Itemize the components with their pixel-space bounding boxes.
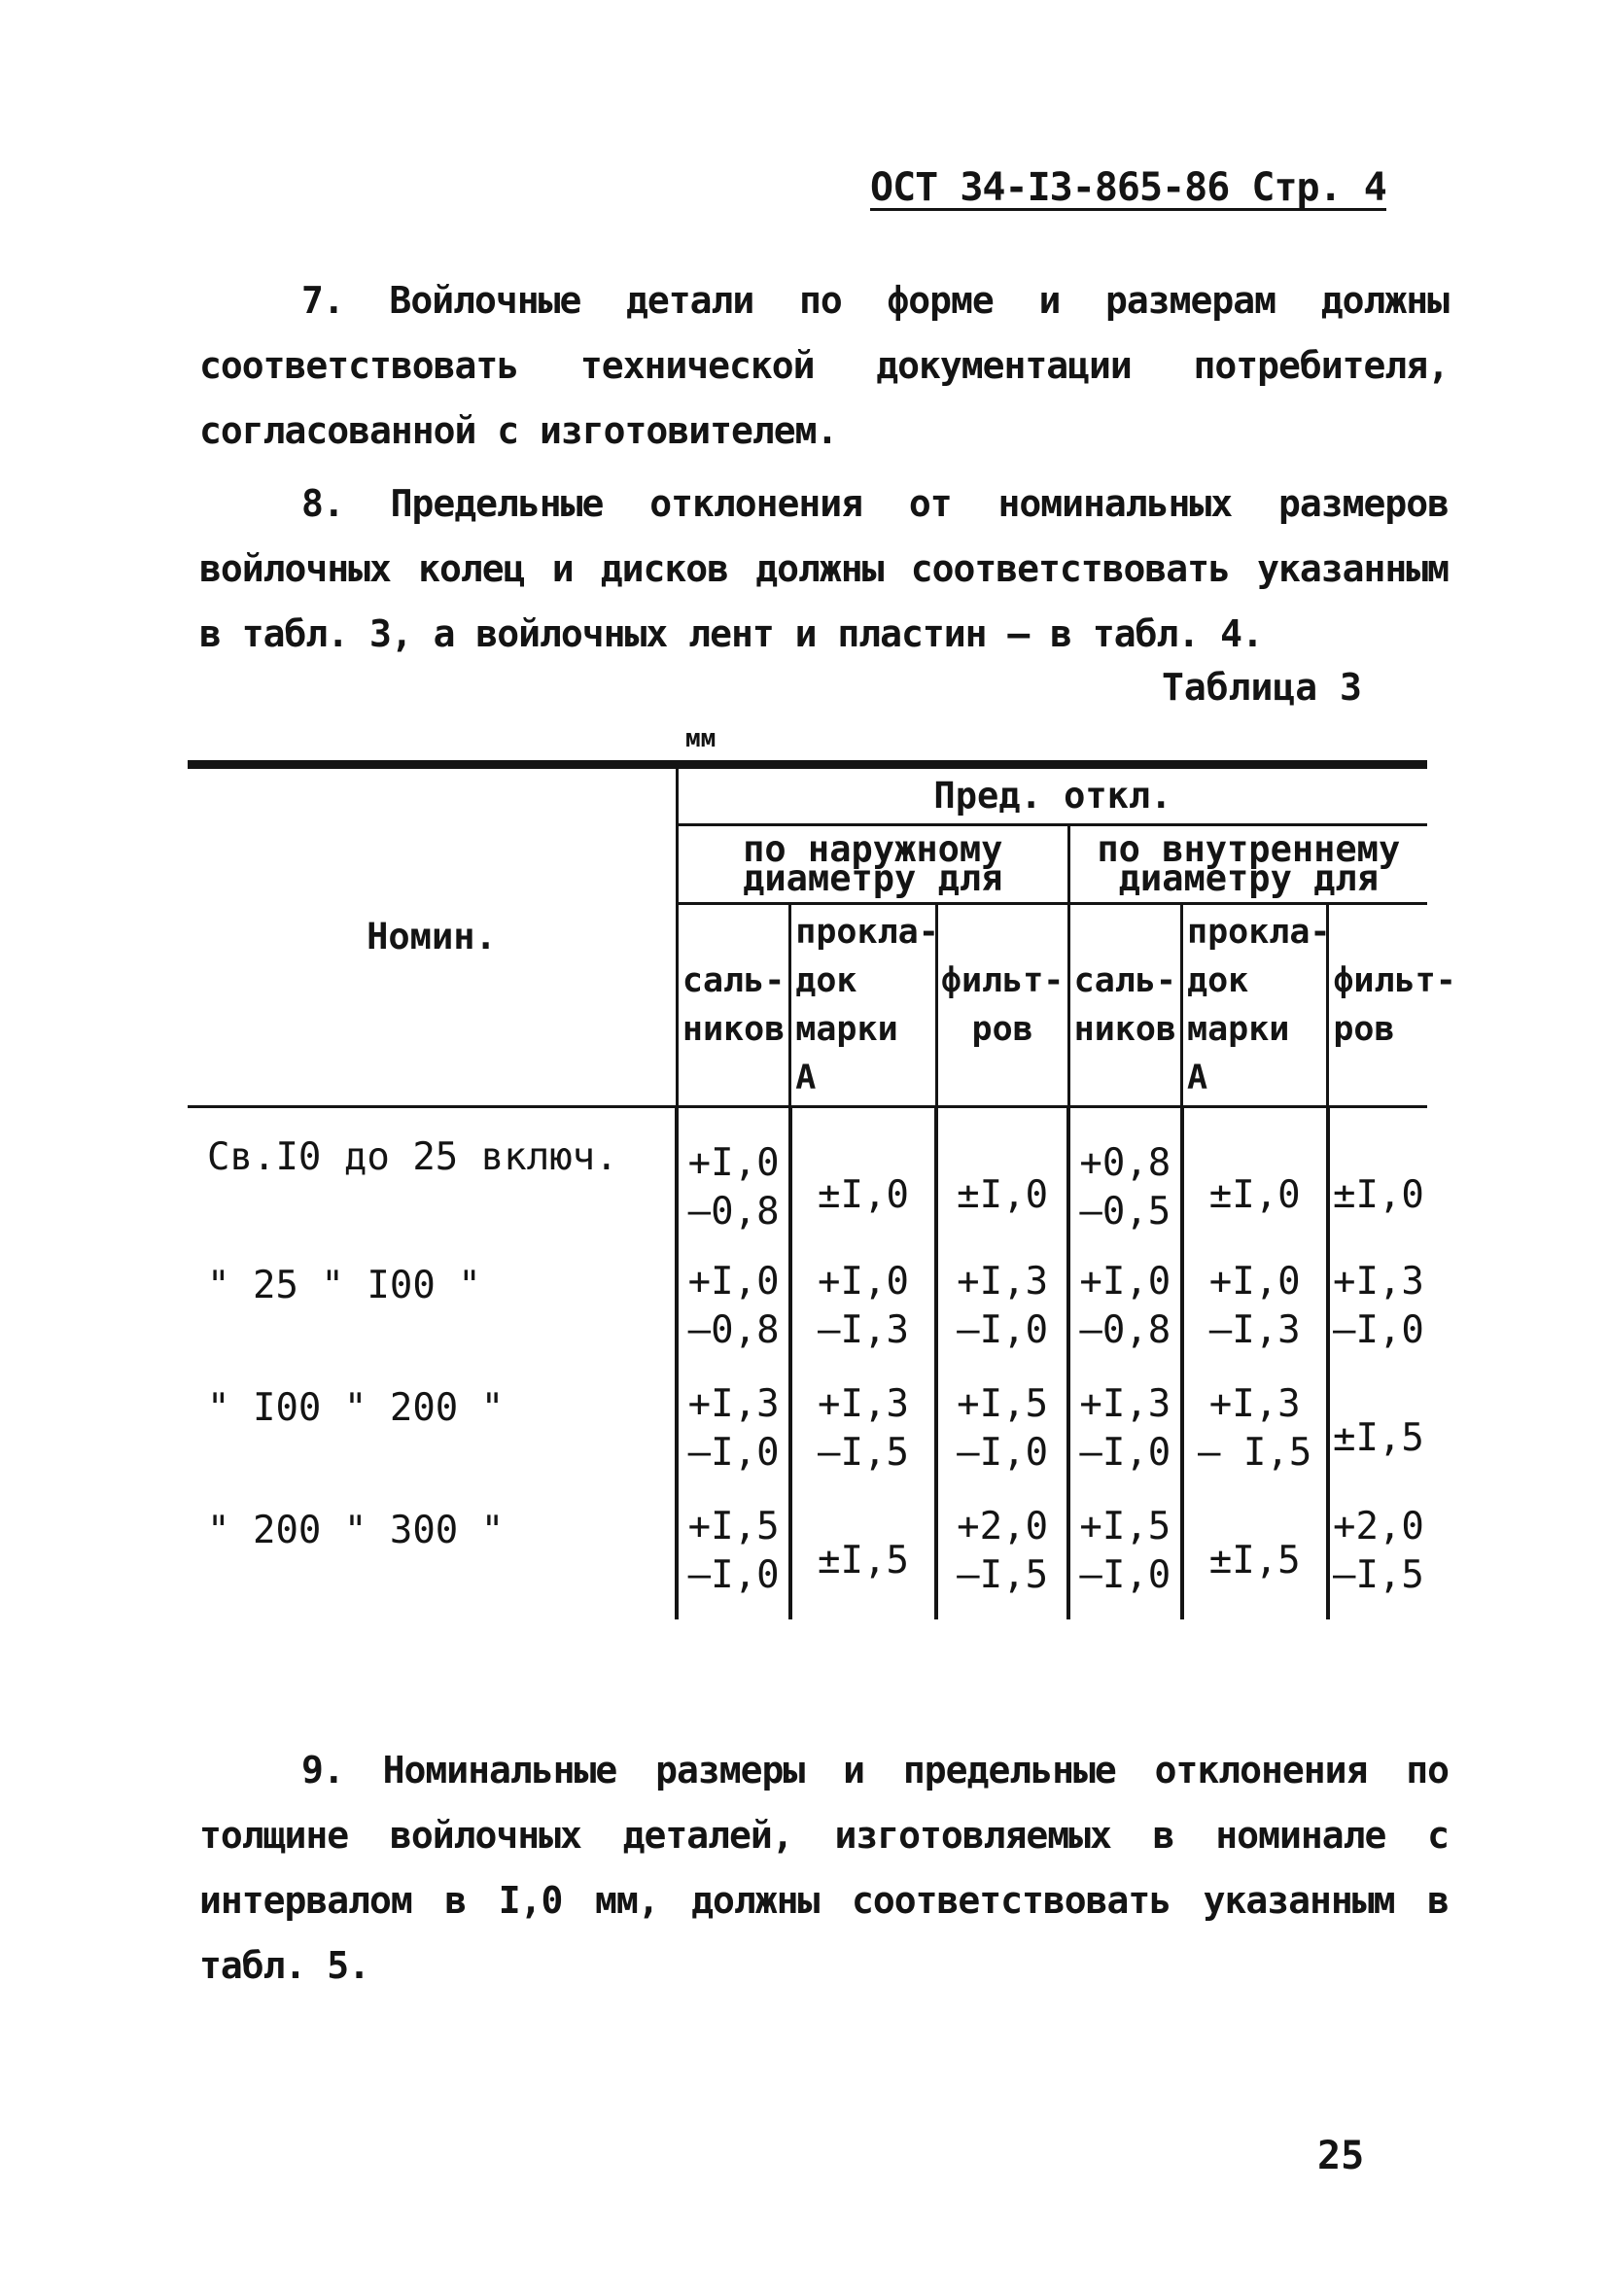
deviation-values (938, 1258, 1066, 1355)
header-outer-filters (936, 904, 1068, 1107)
deviation-values (1330, 1414, 1427, 1463)
deviation-value: +I,3 (957, 1260, 1049, 1304)
deviation-value: –I,0 (1332, 1308, 1424, 1352)
header-line: фильт- (940, 961, 1065, 1000)
deviation-value: –0,8 (687, 1190, 780, 1234)
header-line: саль- (682, 961, 786, 1000)
deviation-values (1070, 1139, 1179, 1236)
header-line: док (1187, 961, 1249, 1000)
deviation-value: –I,0 (687, 1553, 780, 1597)
header-line: марки (1187, 1010, 1290, 1049)
header-outer-diameter: по наружному диаметру для (677, 825, 1068, 904)
table-unit: мм (685, 724, 717, 753)
deviation-value: –I,3 (818, 1308, 909, 1352)
deviation-value: ±I,0 (1208, 1173, 1301, 1217)
deviation-value: –I,0 (957, 1308, 1049, 1352)
header-multiline (1187, 908, 1331, 1102)
deviation-values (792, 1380, 934, 1478)
table-row (188, 1497, 1427, 1619)
deviation-cell-outer-salnikov (677, 1107, 789, 1253)
deviation-cell-outer-filtrov (936, 1107, 1068, 1253)
deviation-value: –0,5 (1079, 1190, 1171, 1234)
header-multiline (795, 908, 939, 1102)
deviation-cell-inner-salnikov (1068, 1252, 1181, 1374)
deviation-value: –I,0 (957, 1431, 1049, 1475)
deviation-value: +I,3 (1208, 1382, 1301, 1426)
deviation-cell-outer-filtrov (936, 1374, 1068, 1497)
header-line: прокла- (795, 913, 939, 952)
deviation-value: +I,0 (1208, 1260, 1301, 1304)
deviation-value: +I,0 (687, 1141, 780, 1185)
deviation-value: ±I,5 (1332, 1416, 1424, 1460)
deviation-value: –0,8 (687, 1308, 780, 1352)
nominal-range-cell: " 25 " I00 " (207, 1264, 481, 1307)
deviation-values (1070, 1380, 1179, 1478)
nominal-range-cell: " I00 " 200 " (207, 1386, 505, 1430)
paragraph-7: 7. Войлочные детали по форме и размерам должны соответствовать технической документации потребителя, согласованной с изготовителем. (199, 279, 1449, 452)
deviation-value: –I,0 (1079, 1431, 1171, 1475)
deviation-values (938, 1503, 1066, 1600)
deviation-cell-inner-prokladok (1182, 1252, 1328, 1374)
deviation-cell-outer-prokladok (790, 1252, 936, 1374)
header-line: ников (682, 1010, 786, 1049)
deviation-value: ±I,5 (818, 1539, 909, 1583)
table-row (188, 1374, 1427, 1497)
deviation-value: –0,8 (1079, 1308, 1171, 1352)
deviation-cell-inner-filtrov (1328, 1374, 1427, 1497)
deviation-values (1330, 1258, 1427, 1355)
document-header: ОСТ 34-I3-865-86 Стр. 4 (870, 165, 1386, 210)
header-line: А (1187, 1059, 1208, 1097)
deviation-values (1070, 1503, 1179, 1600)
deviation-values (1070, 1258, 1179, 1355)
deviation-values (792, 1258, 934, 1355)
header-line: фильт- (1333, 961, 1456, 1000)
tolerance-table-container (188, 760, 1456, 1638)
header-multiline (1333, 957, 1456, 1054)
nominal-range-cell: " 200 " 300 " (207, 1509, 505, 1552)
deviation-value: +I,5 (1079, 1505, 1171, 1548)
tolerance-table (188, 760, 1456, 1619)
deviation-values (1330, 1171, 1427, 1220)
header-inner-filters (1328, 904, 1456, 1107)
header-limit-deviation: Пред. откл. (677, 765, 1427, 825)
deviation-value: ±I,0 (957, 1173, 1049, 1217)
deviation-cell-inner-filtrov (1328, 1497, 1427, 1619)
deviation-value: ±I,5 (1208, 1539, 1301, 1583)
deviation-cell-inner-salnikov (1068, 1374, 1181, 1497)
deviation-cell-inner-prokladok (1182, 1497, 1328, 1619)
deviation-values (1330, 1503, 1427, 1600)
header-multiline (1074, 957, 1180, 1054)
header-line: ров (1333, 1010, 1395, 1049)
header-line: саль- (1073, 961, 1176, 1000)
deviation-cell-inner-filtrov (1328, 1107, 1427, 1253)
header-multiline (938, 957, 1067, 1054)
deviation-values (1184, 1537, 1326, 1585)
deviation-value: +I,0 (818, 1260, 909, 1304)
header-line: ников (1073, 1010, 1176, 1049)
table-row (188, 1107, 1427, 1253)
deviation-values (792, 1171, 934, 1220)
table-body (188, 1107, 1427, 1620)
deviation-values (679, 1139, 787, 1236)
deviation-value: +0,8 (1079, 1141, 1171, 1185)
deviation-values (679, 1258, 787, 1355)
deviation-cell-outer-salnikov (677, 1252, 789, 1374)
deviation-value: +I,3 (1079, 1382, 1171, 1426)
deviation-cell-inner-prokladok (1182, 1107, 1328, 1253)
deviation-cell-outer-prokladok (790, 1497, 936, 1619)
deviation-value: +I,5 (957, 1382, 1049, 1426)
table-caption: Таблица 3 (1162, 666, 1362, 709)
deviation-value: +I,3 (1332, 1260, 1424, 1304)
deviation-cell-outer-prokladok (790, 1107, 936, 1253)
deviation-values (1184, 1171, 1326, 1220)
deviation-values (938, 1171, 1066, 1220)
deviation-value: –I,5 (1332, 1553, 1424, 1597)
header-outer-gaskets (790, 904, 939, 1107)
deviation-cell-outer-prokladok (790, 1374, 936, 1497)
deviation-value: +I,0 (687, 1260, 780, 1304)
deviation-value: +I,3 (818, 1382, 909, 1426)
deviation-value: –I,0 (1079, 1553, 1171, 1597)
header-inner-seals (1068, 904, 1181, 1107)
deviation-cell-inner-prokladok (1182, 1374, 1328, 1497)
header-outer-seals (677, 904, 789, 1107)
header-inner-diameter: по внутреннему диаметру для (1068, 825, 1427, 904)
deviation-cell-inner-filtrov (1328, 1252, 1427, 1374)
header-line: А (795, 1059, 817, 1097)
deviation-cell-inner-salnikov (1068, 1497, 1181, 1619)
header-nominal: Номин. (188, 765, 677, 1107)
header-line: док (795, 961, 857, 1000)
header-line: ров (971, 1010, 1033, 1049)
header-line: марки (795, 1010, 898, 1049)
deviation-values (679, 1503, 787, 1600)
header-multiline (682, 957, 788, 1054)
deviation-value: –I,5 (957, 1553, 1049, 1597)
deviation-values (792, 1537, 934, 1585)
deviation-value: – I,5 (1197, 1431, 1312, 1475)
deviation-value: +I,5 (687, 1505, 780, 1548)
deviation-values (938, 1380, 1066, 1478)
deviation-values (1184, 1258, 1326, 1355)
paragraph-8: 8. Предельные отклонения от номинальных размеров войлочных колец и дисков должны соответствовать указанным в табл. 3, а войлочных лент и пластин – в табл. 4. (199, 482, 1449, 655)
deviation-value: –I,5 (818, 1431, 909, 1475)
nominal-range-cell: Св.I0 до 25 включ. (207, 1135, 618, 1179)
deviation-value: +2,0 (957, 1505, 1049, 1548)
deviation-value: –I,0 (687, 1431, 780, 1475)
deviation-value: +I,0 (1079, 1260, 1171, 1304)
table-row (188, 1252, 1427, 1374)
deviation-value: +2,0 (1332, 1505, 1424, 1548)
deviation-value: –I,3 (1208, 1308, 1301, 1352)
deviation-cell-outer-filtrov (936, 1252, 1068, 1374)
deviation-cell-inner-salnikov (1068, 1107, 1181, 1253)
header-line: прокла- (1187, 913, 1331, 952)
paragraph-9: 9. Номинальные размеры и предельные отклонения по толщине войлочных деталей, изготовляемых в номинале с интервалом в I,0 мм, должны соответствовать указанным в табл. 5. (199, 1749, 1449, 1987)
deviation-value: ±I,0 (818, 1173, 909, 1217)
deviation-cell-outer-filtrov (936, 1497, 1068, 1619)
deviation-values (1184, 1380, 1326, 1478)
page-number: 25 (1317, 2134, 1365, 2178)
deviation-value: ±I,0 (1332, 1173, 1424, 1217)
header-inner-gaskets (1182, 904, 1331, 1107)
deviation-cell-outer-salnikov (677, 1374, 789, 1497)
deviation-value: +I,3 (687, 1382, 780, 1426)
deviation-values (679, 1380, 787, 1478)
deviation-cell-outer-salnikov (677, 1497, 789, 1619)
